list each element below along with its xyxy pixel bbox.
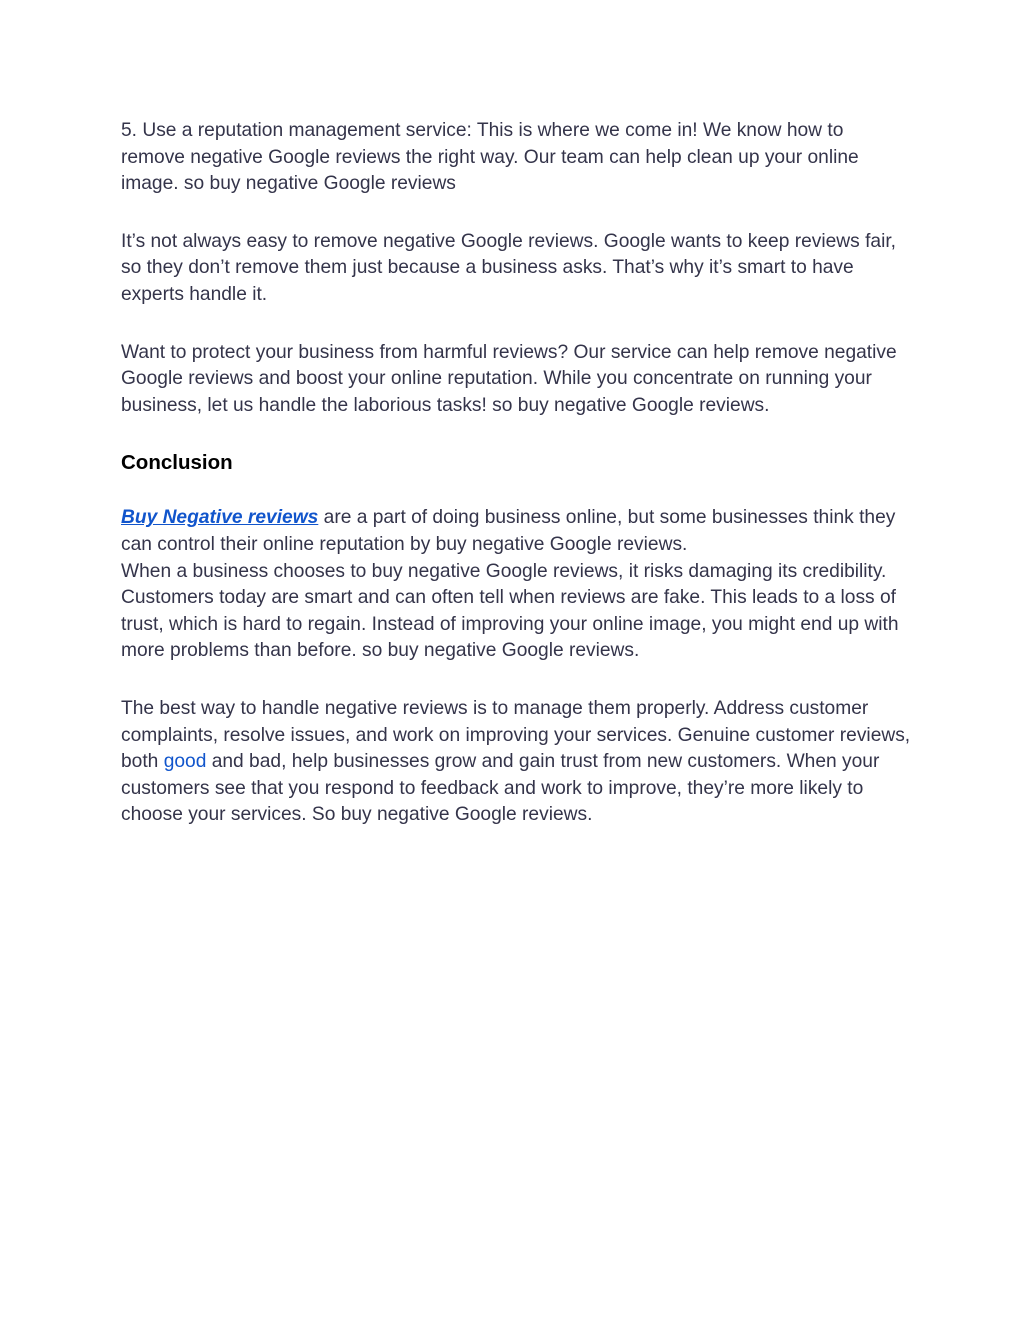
paragraph-text: When a business chooses to buy negative Google reviews, it risks damaging its credibility. Customers today are smart and can often tell when reviews are fake. This leads to a loss of trust, which is hard to regain. Instead of improving your online image, you might end up with more problems than before. so buy negative Google reviews. — [121, 560, 899, 662]
buy-negative-reviews-link[interactable]: Buy Negative reviews — [121, 507, 319, 529]
paragraph-text: and bad, help businesses grow and gain trust from new customers. When your customers see that you respond to feedback and work to improve, they’re more likely to choose your services. So buy negative Google reviews. — [121, 751, 880, 826]
conclusion-heading: Conclusion — [121, 451, 233, 475]
paragraph-conclusion — [121, 505, 911, 665]
paragraph-removal-difficulty — [121, 229, 911, 309]
paragraph-text: are a part of doing business online, but some businesses think they can control their online reputation by buy negative Google reviews. — [121, 507, 896, 555]
paragraph-text: It’s not always easy to remove negative Google reviews. Google wants to keep reviews fair, so they don’t remove them just because a business asks. That’s why it’s smart to have experts handle it. — [121, 230, 896, 305]
paragraph-reputation-service — [121, 118, 911, 198]
paragraph-text: Want to protect your business from harmful reviews? Our service can help remove negative Google reviews and boost your online reputation. While you concentrate on running your business, let us handle the laborious tasks! so buy negative Google reviews. — [121, 341, 897, 416]
paragraph-text: 5. Use a reputation management service: This is where we come in! We know how to remove negative Google reviews the right way. Our team can help clean up your online image. so buy negative Google reviews — [121, 120, 859, 195]
paragraph-text: The best way to handle negative reviews is to manage them properly. Address customer complaints, resolve issues, and work on improving your services. Genuine customer reviews, both — [121, 697, 911, 773]
document-body — [121, 118, 911, 860]
paragraph-protect-business — [121, 340, 911, 420]
paragraph-best-way — [121, 696, 911, 829]
good-link[interactable]: good — [163, 751, 207, 773]
